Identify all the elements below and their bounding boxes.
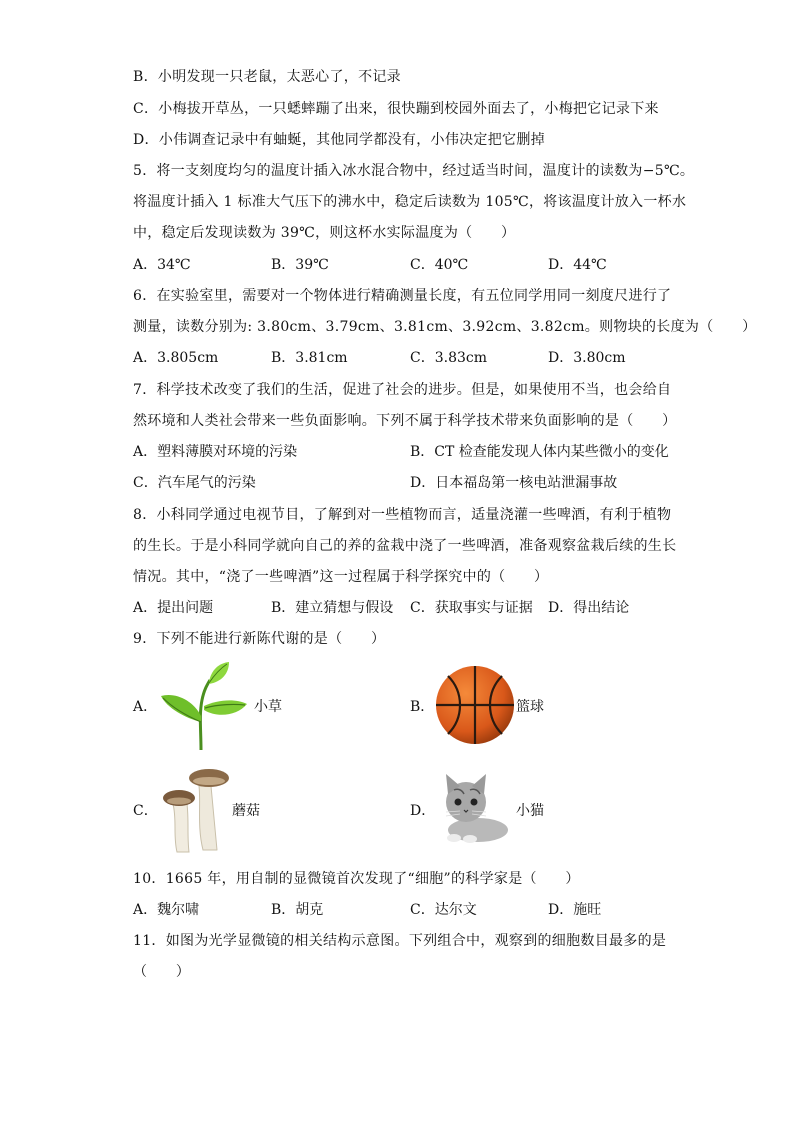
q9-option-a-label: 小草	[254, 699, 282, 715]
q10-option-d: D．施旺	[548, 902, 602, 918]
q8-stem-line-3: 情况。其中，“浇了一些啤酒”这一过程属于科学探究中的（ ）	[133, 569, 549, 585]
q5-stem-line-1: 5．将一支刻度均匀的温度计插入冰水混合物中，经过适当时间，温度计的读数为−5℃。	[133, 163, 695, 179]
basketball-icon	[434, 664, 516, 746]
q10-stem: 10．1665 年，用自制的显微镜首次发现了“细胞”的科学家是（ ）	[133, 871, 580, 887]
q8-option-a: A．提出问题	[133, 600, 214, 616]
q7-option-a: A．塑料薄膜对环境的污染	[133, 444, 298, 460]
q7-option-d: D．日本福岛第一核电站泄漏事故	[410, 475, 618, 491]
q4-option-b: B．小明发现一只老鼠，太恶心了，不记录	[133, 69, 401, 85]
q5-option-a: A．34℃	[133, 257, 191, 273]
q5-stem-line-3: 中，稳定后发现读数为 39℃，则这杯水实际温度为（ ）	[133, 225, 516, 241]
q9-option-c-letter: C．	[133, 803, 158, 819]
q6-stem-line-1: 6．在实验室里，需要对一个物体进行精确测量长度，有五位同学用同一刻度尺进行了	[133, 288, 672, 304]
q9-option-b-label: 篮球	[516, 699, 544, 715]
q7-stem-line-1: 7．科学技术改变了我们的生活，促进了社会的进步。但是，如果使用不当，也会给自	[133, 382, 672, 398]
q6-option-a: A．3.805cm	[133, 350, 219, 366]
q6-stem-line-2: 测量，读数分别为: 3.80cm、3.79cm、3.81cm、3.92cm、3.82cm。则物块的长度为（ ）	[133, 319, 757, 335]
q9-stem: 9．下列不能进行新陈代谢的是（ ）	[133, 631, 386, 647]
q8-stem-line-1: 8．小科同学通过电视节目，了解到对一些植物而言，适量浇灌一些啤酒，有利于植物	[133, 507, 672, 523]
q9-option-c-label: 蘑菇	[232, 803, 260, 819]
q7-option-c: C．汽车尾气的污染	[133, 475, 256, 491]
q10-option-a: A．魏尔啸	[133, 902, 200, 918]
q5-stem-line-2: 将温度计插入 1 标准大气压下的沸水中，稳定后读数为 105℃，将该温度计放入一杯水	[133, 194, 687, 210]
q11-stem-line-1: 11．如图为光学显微镜的相关结构示意图。下列组合中，观察到的细胞数目最多的是	[133, 933, 667, 949]
q10-option-b: B．胡克	[271, 902, 324, 918]
q11-stem-line-2: （ ）	[133, 964, 191, 980]
q7-option-b: B．CT 检查能发现人体内某些微小的变化	[410, 444, 669, 460]
q8-option-d: D．得出结论	[548, 600, 630, 616]
kitten-icon	[434, 768, 514, 846]
q4-option-c: C．小梅拔开草丛，一只蟋蟀蹦了出来，很快蹦到校园外面去了，小梅把它记录下来	[133, 101, 659, 117]
q5-option-d: D．44℃	[548, 257, 607, 273]
q6-option-d: D．3.80cm	[548, 350, 626, 366]
q5-option-c: C．40℃	[410, 257, 469, 273]
q10-option-c: C．达尔文	[410, 902, 477, 918]
q6-option-c: C．3.83cm	[410, 350, 487, 366]
q8-stem-line-2: 的生长。于是小科同学就向自己的养的盆栽中浇了一些啤酒，准备观察盆栽后续的生长	[133, 538, 677, 554]
mushroom-icon	[155, 764, 235, 856]
q8-option-c: C．获取事实与证据	[410, 600, 533, 616]
sprout-icon	[155, 660, 250, 752]
q5-option-b: B．39℃	[271, 257, 329, 273]
q9-option-b-letter: B．	[410, 699, 435, 715]
q9-option-d-letter: D．	[410, 803, 436, 819]
q7-stem-line-2: 然环境和人类社会带来一些负面影响。下列不属于科学技术带来负面影响的是（ ）	[133, 413, 677, 429]
q8-option-b: B．建立猜想与假设	[271, 600, 394, 616]
q9-option-d-label: 小猫	[516, 803, 544, 819]
q9-option-a-letter: A．	[133, 699, 158, 715]
q6-option-b: B．3.81cm	[271, 350, 348, 366]
q4-option-d: D．小伟调查记录中有蚰蜒，其他同学都没有，小伟决定把它删掉	[133, 132, 545, 148]
